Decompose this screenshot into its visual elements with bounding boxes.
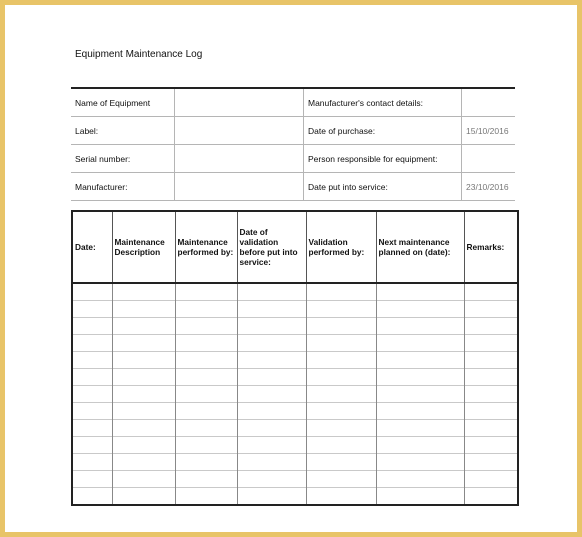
log-cell — [237, 471, 306, 488]
log-cell — [237, 437, 306, 454]
log-cell — [306, 488, 376, 506]
log-cell — [376, 403, 464, 420]
log-row — [72, 386, 518, 403]
log-cell — [175, 437, 237, 454]
log-cell — [72, 386, 112, 403]
log-cell — [464, 403, 518, 420]
log-cell — [175, 335, 237, 352]
log-cell — [112, 301, 175, 318]
maintenance-log-table — [71, 210, 519, 506]
info-label: Label: — [71, 117, 175, 145]
log-cell — [376, 471, 464, 488]
log-cell — [237, 386, 306, 403]
log-cell — [237, 454, 306, 471]
log-cell — [464, 471, 518, 488]
log-cell — [72, 454, 112, 471]
log-cell — [376, 437, 464, 454]
log-cell — [306, 420, 376, 437]
log-cell — [464, 437, 518, 454]
log-row — [72, 369, 518, 386]
log-cell — [175, 471, 237, 488]
log-cell — [237, 352, 306, 369]
log-cell — [112, 318, 175, 335]
log-cell — [376, 301, 464, 318]
log-cell — [72, 471, 112, 488]
log-cell — [306, 318, 376, 335]
log-cell — [376, 335, 464, 352]
log-cell — [376, 369, 464, 386]
log-cell — [306, 369, 376, 386]
log-cell — [306, 471, 376, 488]
info-value — [175, 88, 304, 117]
log-cell — [306, 301, 376, 318]
log-row — [72, 437, 518, 454]
log-column-header: Date: — [72, 211, 112, 283]
log-cell — [306, 352, 376, 369]
log-cell — [376, 420, 464, 437]
log-cell — [112, 335, 175, 352]
log-cell — [464, 420, 518, 437]
log-cell — [464, 283, 518, 301]
log-cell — [112, 369, 175, 386]
info-label-right: Manufacturer's contact details: — [304, 88, 462, 117]
log-column-header: Maintenance Description — [112, 211, 175, 283]
log-cell — [112, 386, 175, 403]
log-cell — [72, 335, 112, 352]
info-row — [71, 173, 515, 201]
log-cell — [306, 386, 376, 403]
log-cell — [306, 454, 376, 471]
log-column-header: Maintenance performed by: — [175, 211, 237, 283]
log-column-header: Remarks: — [464, 211, 518, 283]
info-value-right — [462, 145, 516, 173]
log-cell — [175, 403, 237, 420]
log-cell — [112, 488, 175, 506]
log-cell — [237, 301, 306, 318]
log-cell — [112, 420, 175, 437]
info-label: Serial number: — [71, 145, 175, 173]
log-cell — [72, 301, 112, 318]
log-cell — [72, 488, 112, 506]
log-column-header: Validation performed by: — [306, 211, 376, 283]
log-cell — [376, 386, 464, 403]
log-row — [72, 454, 518, 471]
log-cell — [464, 352, 518, 369]
log-row — [72, 352, 518, 369]
log-cell — [112, 454, 175, 471]
info-value-right: 15/10/2016 — [462, 117, 516, 145]
info-value — [175, 145, 304, 173]
log-cell — [72, 318, 112, 335]
equipment-info-table — [71, 87, 515, 201]
log-column-header: Next maintenance planned on (date): — [376, 211, 464, 283]
log-cell — [72, 283, 112, 301]
log-row — [72, 301, 518, 318]
log-cell — [72, 369, 112, 386]
log-cell — [376, 454, 464, 471]
log-cell — [72, 437, 112, 454]
log-cell — [237, 283, 306, 301]
log-cell — [306, 283, 376, 301]
log-cell — [112, 283, 175, 301]
log-cell — [112, 352, 175, 369]
log-cell — [72, 352, 112, 369]
log-cell — [376, 318, 464, 335]
log-cell — [306, 403, 376, 420]
log-cell — [112, 471, 175, 488]
info-label-right: Date of purchase: — [304, 117, 462, 145]
log-cell — [237, 318, 306, 335]
log-cell — [72, 420, 112, 437]
info-value — [175, 117, 304, 145]
log-cell — [175, 369, 237, 386]
log-column-header: Date of validation before put into service: — [237, 211, 306, 283]
log-cell — [175, 454, 237, 471]
log-row — [72, 335, 518, 352]
info-value-right: 23/10/2016 — [462, 173, 516, 201]
log-cell — [112, 403, 175, 420]
log-cell — [175, 488, 237, 506]
log-cell — [237, 369, 306, 386]
log-cell — [237, 420, 306, 437]
log-cell — [175, 420, 237, 437]
info-label: Name of Equipment — [71, 88, 175, 117]
log-cell — [175, 283, 237, 301]
log-cell — [376, 488, 464, 506]
log-cell — [464, 386, 518, 403]
log-cell — [237, 403, 306, 420]
log-cell — [175, 386, 237, 403]
info-row — [71, 145, 515, 173]
log-cell — [175, 318, 237, 335]
log-row — [72, 471, 518, 488]
log-cell — [112, 437, 175, 454]
log-row — [72, 403, 518, 420]
log-cell — [376, 283, 464, 301]
info-row — [71, 88, 515, 117]
document-page — [5, 5, 577, 532]
info-value — [175, 173, 304, 201]
log-row — [72, 420, 518, 437]
log-row — [72, 283, 518, 301]
log-cell — [72, 403, 112, 420]
log-cell — [464, 488, 518, 506]
log-cell — [306, 335, 376, 352]
log-cell — [175, 352, 237, 369]
log-cell — [376, 352, 464, 369]
log-cell — [464, 301, 518, 318]
info-label-right: Person responsible for equipment: — [304, 145, 462, 173]
info-label-right: Date put into service: — [304, 173, 462, 201]
document-title: Equipment Maintenance Log — [75, 49, 203, 60]
log-cell — [464, 335, 518, 352]
log-cell — [175, 301, 237, 318]
log-cell — [464, 369, 518, 386]
info-row — [71, 117, 515, 145]
log-row — [72, 488, 518, 506]
log-row — [72, 318, 518, 335]
log-cell — [464, 318, 518, 335]
log-cell — [306, 437, 376, 454]
log-cell — [237, 335, 306, 352]
log-cell — [464, 454, 518, 471]
info-label: Manufacturer: — [71, 173, 175, 201]
info-value-right — [462, 88, 516, 117]
log-cell — [237, 488, 306, 506]
